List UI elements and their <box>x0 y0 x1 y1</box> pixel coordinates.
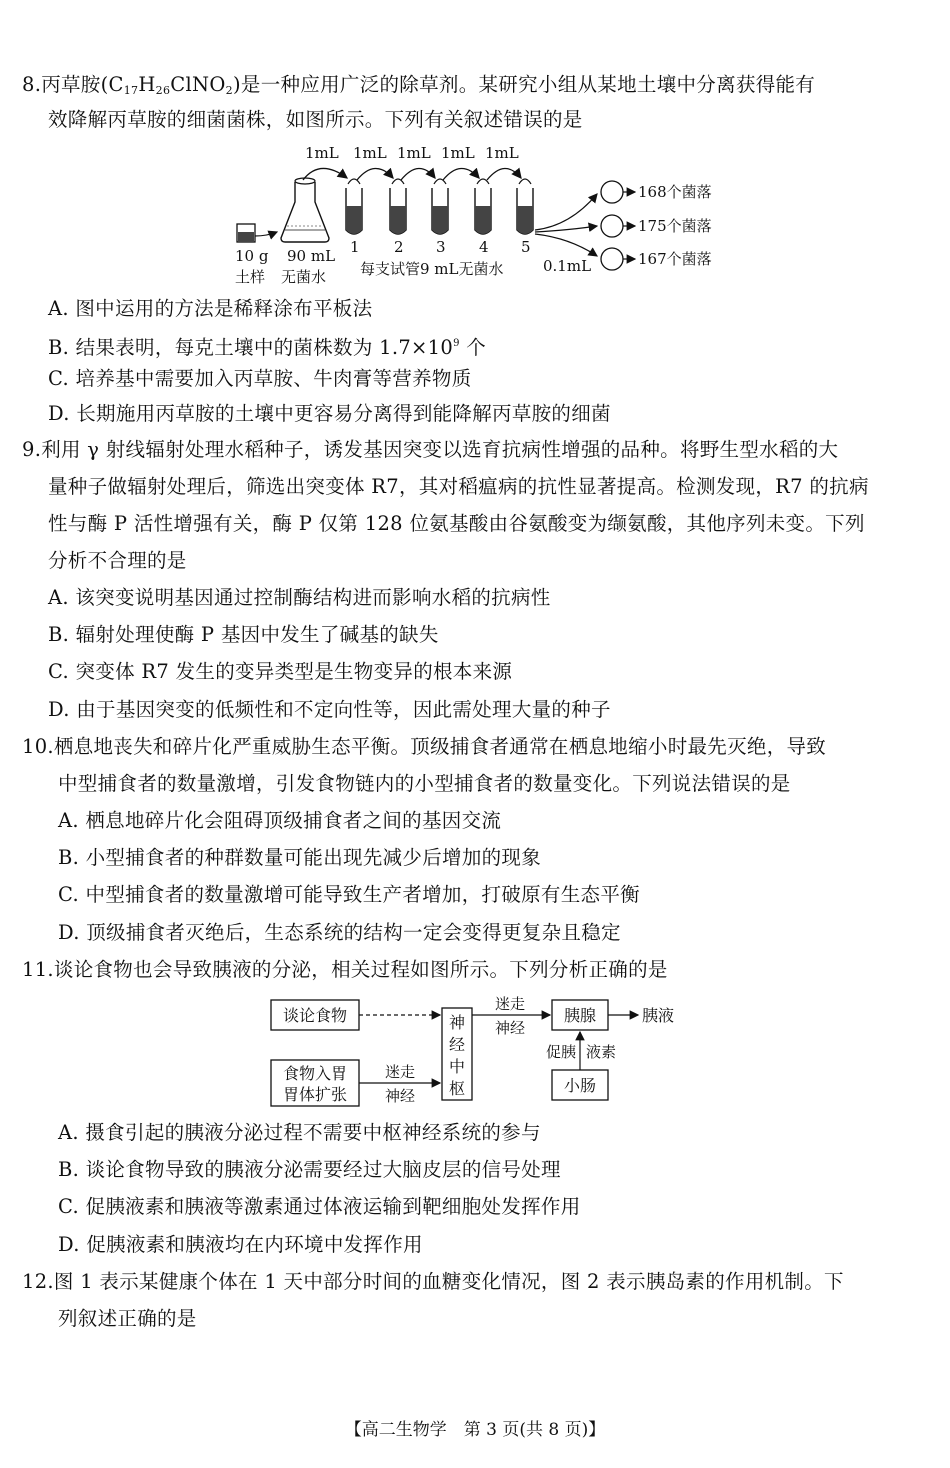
q9-stem-line3: 性与酶 P 活性增强有关，酶 P 仅第 128 位氨基酸由谷氨酸变为缬氨酸，其他序列未变。下列 <box>48 512 865 535</box>
q11-option-d: D. 促胰液素和胰液均在内环境中发挥作用 <box>58 1233 423 1256</box>
q8-stem-line1: 8.丙草胺$(C_{17}H_{26}ClNO_2)$是一种应用广泛的除草剂。某研究小组从某地土壤中分离获得能有 <box>22 73 816 97</box>
tube-number: 3 <box>436 238 446 256</box>
tube-number: 4 <box>479 238 489 256</box>
colony-count: 167个菌落 <box>638 250 712 268</box>
transfer-label: 1mL <box>397 144 431 162</box>
q11-option-a: A. 摄食引起的胰液分泌过程不需要中枢神经系统的参与 <box>58 1121 541 1144</box>
colony-count: 168个菌落 <box>638 183 712 201</box>
q9-stem-line2: 量种子做辐射处理后，筛选出突变体 R7，其对稻瘟病的抗性显著提高。检测发现，R7 的抗病 <box>48 475 869 498</box>
q9-option-c: C. 突变体 R7 发生的变异类型是生物变异的根本来源 <box>48 660 513 683</box>
q11-option-b: B. 谈论食物导致的胰液分泌需要经过大脑皮层的信号处理 <box>58 1158 561 1181</box>
svg-text:食物入胃: 食物入胃 <box>282 1064 348 1083</box>
q10-stem-line2: 中型捕食者的数量激增，引发食物链内的小型捕食者的数量变化。下列说法错误的是 <box>58 772 791 795</box>
svg-text:胰液: 胰液 <box>642 1006 675 1025</box>
tube-note: 每支试管9 mL无菌水 <box>360 260 504 278</box>
soil-label: 土样 <box>235 268 266 286</box>
svg-text:小肠: 小肠 <box>563 1076 597 1095</box>
flask-label: 无菌水 <box>281 268 327 286</box>
tube-number: 5 <box>521 238 531 256</box>
q10-stem-line1: 10.栖息地丧失和碎片化严重威胁生态平衡。顶级捕食者通常在栖息地缩小时最先灭绝，导致 <box>22 735 827 758</box>
q9-option-b: B. 辐射处理使酶 P 基因中发生了碱基的缺失 <box>48 623 439 646</box>
q9-stem-line1: 9.利用 γ 射线辐射处理水稻种子，诱发基因突变以选育抗病性增强的品种。将野生型水稻的大 <box>22 438 839 461</box>
q9-stem-line4: 分析不合理的是 <box>48 549 187 572</box>
svg-text:神经: 神经 <box>384 1087 416 1105</box>
svg-text:促胰: 促胰 <box>545 1043 576 1061</box>
soil-mass: 10 g <box>235 247 269 265</box>
petri-dish-icon <box>601 181 623 203</box>
colony-count: 175个菌落 <box>638 217 712 235</box>
svg-text:迷走: 迷走 <box>384 1063 416 1081</box>
transfer-label: 1mL <box>305 144 339 162</box>
dilution-diagram <box>225 140 745 290</box>
q12-stem-line1: 12.图 1 表示某健康个体在 1 天中部分时间的血糖变化情况，图 2 表示胰岛素的作用机制。下 <box>22 1270 844 1293</box>
petri-dish-icon <box>601 215 623 237</box>
q10-option-b: B. 小型捕食者的种群数量可能出现先减少后增加的现象 <box>58 846 542 869</box>
petri-dish-icon <box>601 248 623 270</box>
plate-volume: 0.1mL <box>543 257 592 275</box>
test-tube-icon <box>432 179 448 234</box>
page-footer: 【高二生物学 第 3 页(共 8 页)】 <box>344 1420 606 1440</box>
svg-text:胰腺: 胰腺 <box>563 1006 597 1025</box>
transfer-label: 1mL <box>353 144 387 162</box>
tube-number: 1 <box>350 238 360 256</box>
svg-text:神经: 神经 <box>494 1019 526 1037</box>
pancreatic-secretion-diagram <box>268 994 708 1114</box>
q11-stem-line1: 11.谈论食物也会导致胰液的分泌，相关过程如图所示。下列分析正确的是 <box>22 958 668 981</box>
q8-option-d: D. 长期施用丙草胺的土壤中更容易分离得到能降解丙草胺的细菌 <box>48 402 611 425</box>
q10-option-c: C. 中型捕食者的数量激增可能导致生产者增加，打破原有生态平衡 <box>58 883 640 906</box>
q10-option-a: A. 栖息地碎片化会阻碍顶级捕食者之间的基因交流 <box>58 809 502 832</box>
transfer-label: 1mL <box>485 144 519 162</box>
q8-option-b: B. 结果表明，每克土壤中的菌株数为 $1.7\times 10^9$ 个 <box>48 336 487 359</box>
svg-text:谈论食物: 谈论食物 <box>282 1006 348 1025</box>
transfer-label: 1mL <box>441 144 475 162</box>
test-tube-icon <box>346 179 362 234</box>
q8-option-c: C. 培养基中需要加入丙草胺、牛肉膏等营养物质 <box>48 367 472 390</box>
tube-number: 2 <box>394 238 404 256</box>
q9-option-d: D. 由于基因突变的低频性和不定向性等，因此需处理大量的种子 <box>48 698 611 721</box>
svg-text:神: 神 <box>448 1013 466 1032</box>
svg-text:经: 经 <box>448 1035 466 1054</box>
svg-text:液素: 液素 <box>586 1043 617 1061</box>
test-tube-icon <box>475 179 491 234</box>
flask-icon <box>281 178 329 242</box>
svg-text:迷走: 迷走 <box>494 995 526 1013</box>
q8-stem-line2: 效降解丙草胺的细菌菌株，如图所示。下列有关叙述错误的是 <box>48 108 583 131</box>
test-tube-icon <box>390 179 406 234</box>
q12-stem-line2: 列叙述正确的是 <box>58 1307 197 1330</box>
flask-volume: 90 mL <box>287 247 336 265</box>
svg-text:中: 中 <box>448 1057 466 1076</box>
q8-option-a: A. 图中运用的方法是稀释涂布平板法 <box>48 297 373 320</box>
q10-option-d: D. 顶级捕食者灭绝后，生态系统的结构一定会变得更复杂且稳定 <box>58 921 621 944</box>
svg-text:胃体扩张: 胃体扩张 <box>282 1085 348 1104</box>
q9-option-a: A. 该突变说明基因通过控制酶结构进而影响水稻的抗病性 <box>48 586 551 609</box>
q11-option-c: C. 促胰液素和胰液等激素通过体液运输到靶细胞处发挥作用 <box>58 1195 581 1218</box>
svg-text:枢: 枢 <box>448 1079 466 1098</box>
test-tube-icon <box>517 179 533 234</box>
